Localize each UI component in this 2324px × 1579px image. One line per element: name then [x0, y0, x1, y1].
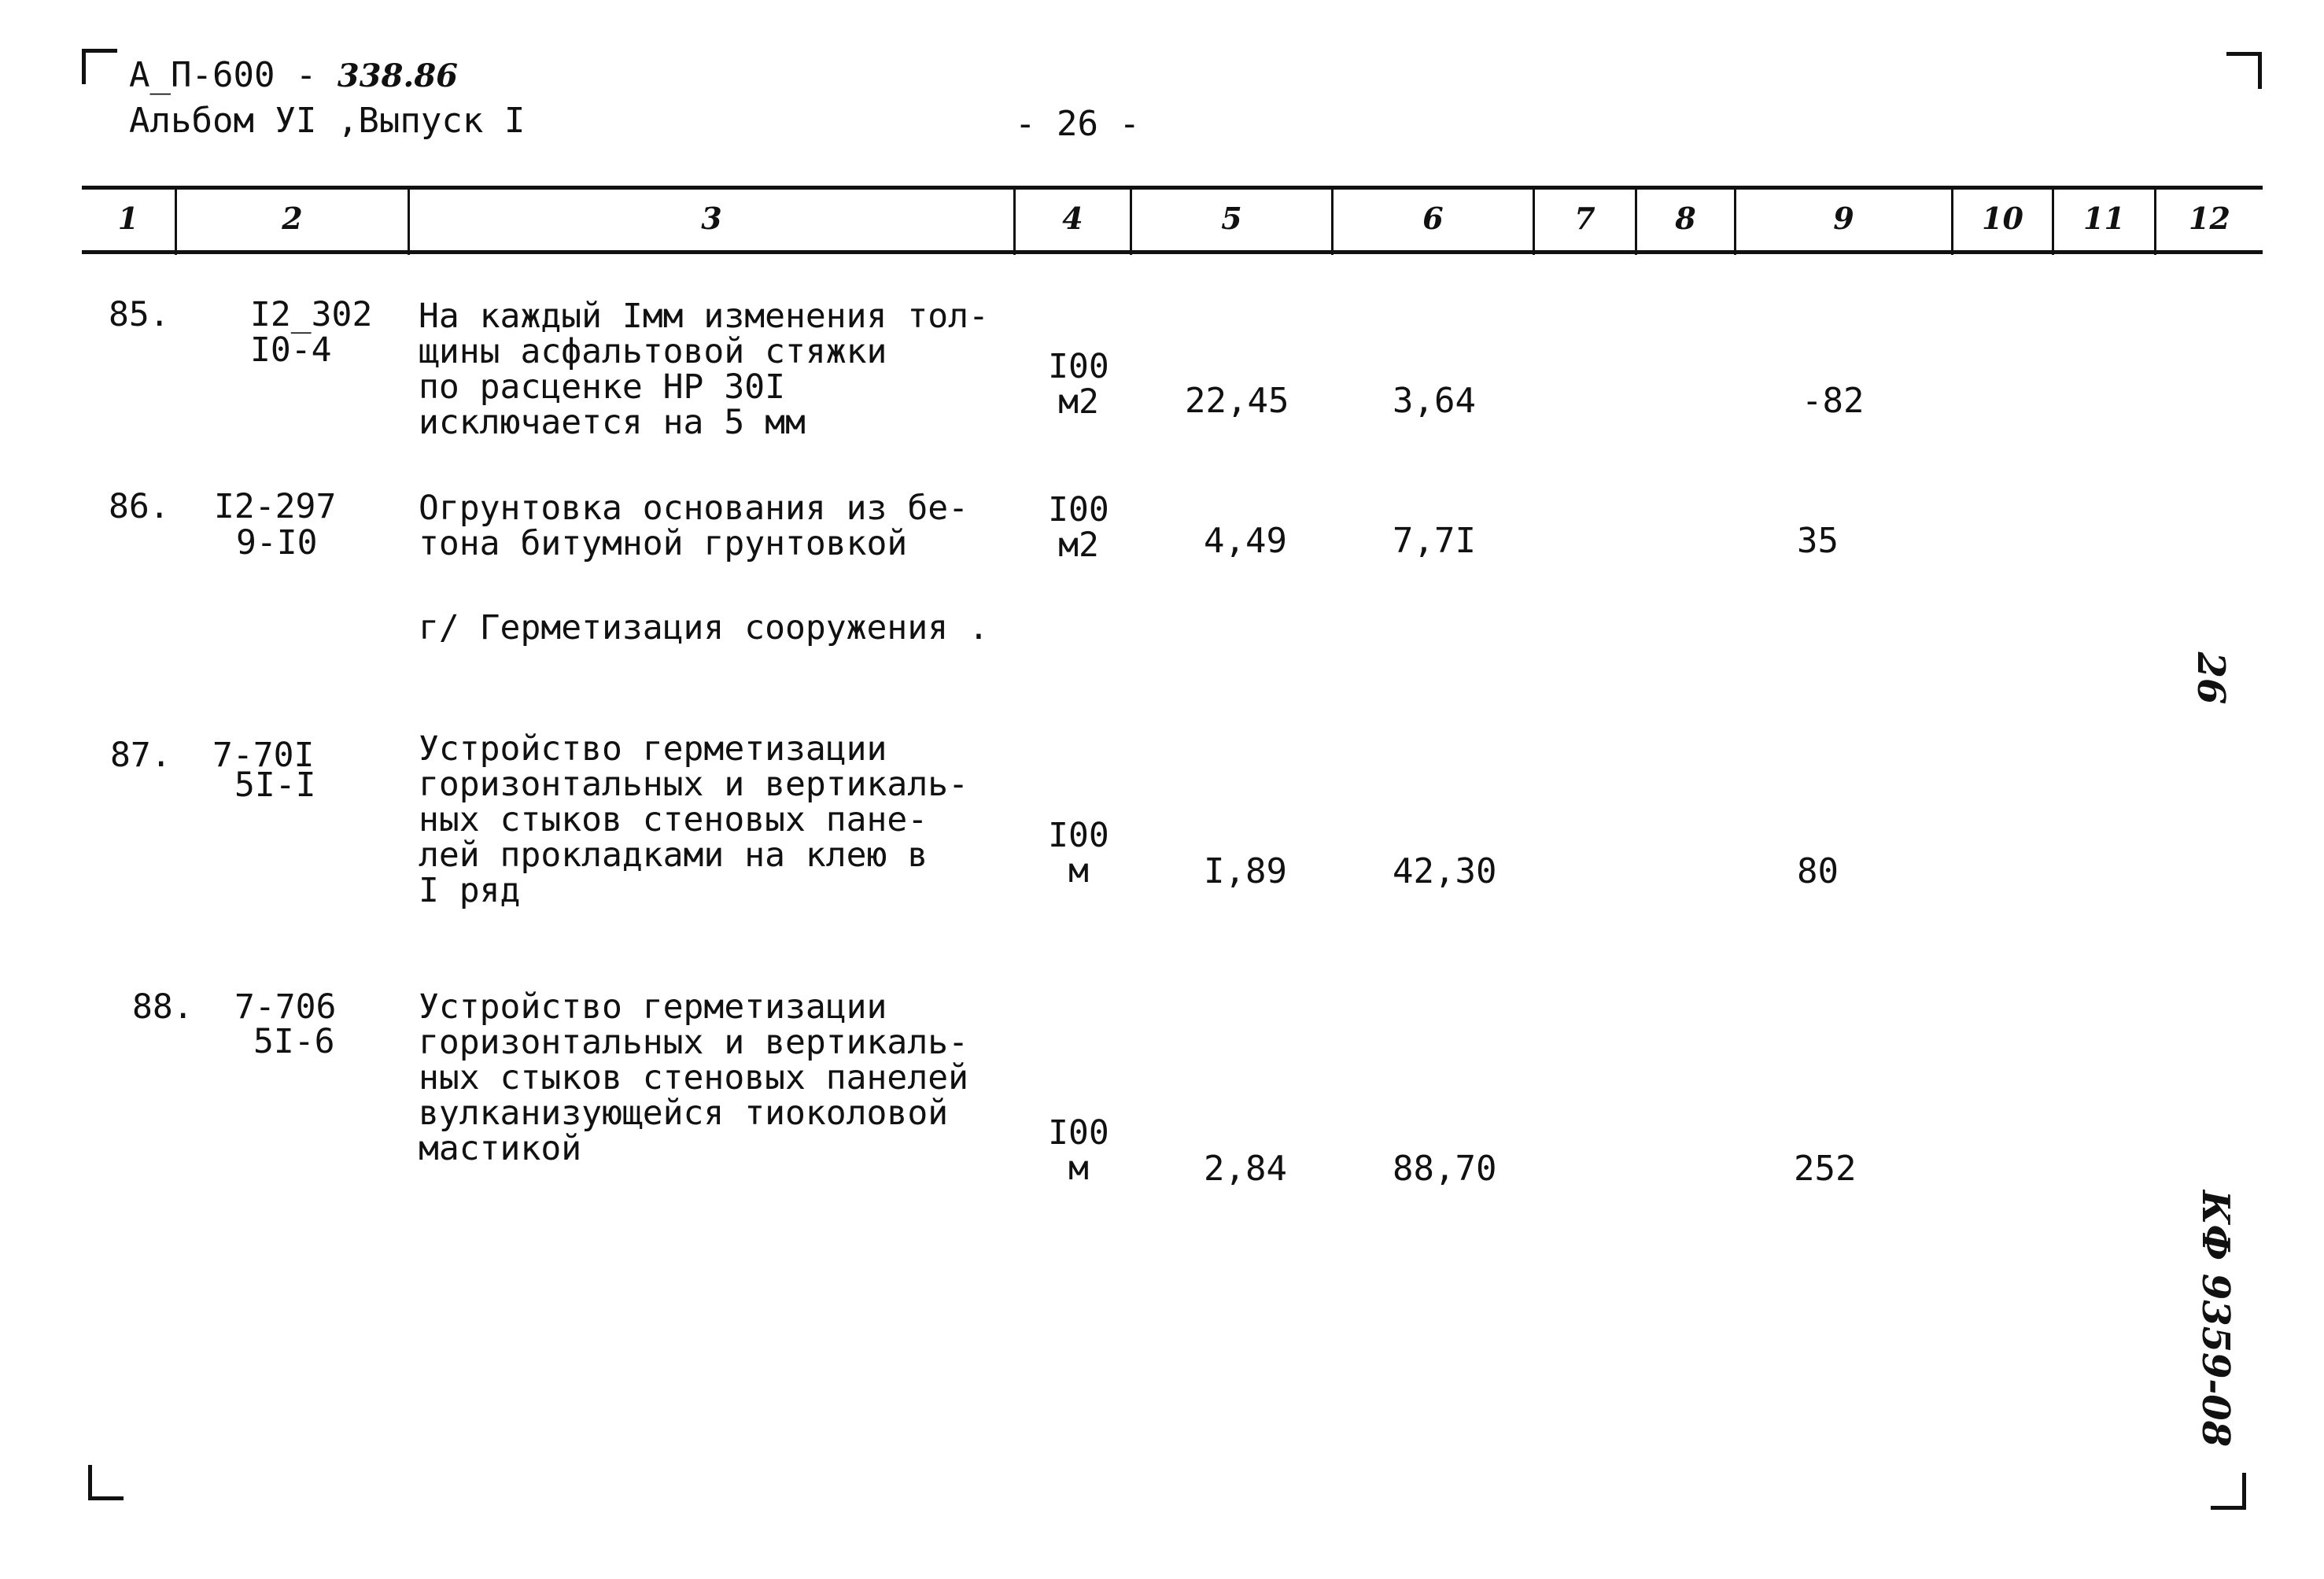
description-line: исключается на 5 мм: [419, 403, 806, 442]
description-line: мастикой: [419, 1129, 582, 1168]
description-line: горизонтальных и вертикаль-: [419, 765, 968, 804]
value-col9: -82: [1802, 381, 1865, 421]
rate-code-sub: 5I-I: [234, 766, 316, 805]
value-col5: I,89: [1204, 851, 1287, 891]
value-col9: 80: [1797, 851, 1839, 891]
row-number: 86.: [109, 487, 170, 526]
description-line: Устройство герметизации: [419, 729, 887, 769]
rate-code-sub: 5I-6: [253, 1022, 335, 1061]
value-col6: 3,64: [1393, 381, 1476, 421]
row-number: 88.: [132, 987, 194, 1027]
rate-code: I2-297: [214, 487, 337, 526]
unit-measure: м: [1068, 1149, 1089, 1188]
margin-page-mark: 26: [2189, 651, 2233, 705]
unit-quantity: I00: [1048, 347, 1109, 386]
unit-measure: м2: [1058, 382, 1099, 422]
work-description: [419, 729, 1016, 910]
album-line: Альбом УI ,Выпуск I: [129, 101, 526, 141]
column-number: 7: [1574, 201, 1595, 236]
column-number: 8: [1675, 201, 1696, 236]
doc-code-line: А_П-600 - 338.86: [129, 55, 459, 95]
unit-measure: м: [1068, 851, 1089, 891]
rate-code: I2_302: [250, 295, 373, 334]
column-number: 2: [282, 201, 303, 236]
column-number: 5: [1221, 201, 1242, 236]
column-number: 10: [1982, 201, 2023, 236]
description-line: щины асфальтовой стяжки: [419, 332, 887, 371]
work-description: [419, 491, 1016, 562]
column-number: 12: [2189, 201, 2230, 236]
description-line: горизонтальных и вертикаль-: [419, 1023, 968, 1062]
description-line: На каждый Iмм изменения тол-: [419, 297, 989, 336]
value-col9: 252: [1794, 1149, 1857, 1189]
corner-mark-top-left: [82, 49, 117, 84]
unit: [1043, 490, 1114, 565]
corner-mark-bottom-left: [88, 1465, 124, 1500]
description-line: по расценке НР 30I: [419, 367, 785, 407]
value-col5: 22,45: [1185, 381, 1289, 421]
description-line: Устройство герметизации: [419, 987, 887, 1027]
column-number: 3: [701, 201, 722, 236]
description-line: тона битумной грунтовкой: [419, 524, 908, 563]
row-number: 85.: [109, 295, 170, 334]
column-number: 9: [1833, 201, 1854, 236]
unit-quantity: I00: [1048, 490, 1109, 529]
description-line: ных стыков стеновых панелей: [419, 1058, 968, 1098]
column-number: 6: [1422, 201, 1444, 236]
rate-code-sub: 9-I0: [236, 523, 318, 563]
row-number: 87.: [110, 736, 172, 775]
value-col5: 4,49: [1204, 521, 1287, 561]
page-number: - 26 -: [1015, 104, 1140, 144]
value-col6: 42,30: [1393, 851, 1497, 891]
doc-code: А_П-600: [129, 55, 275, 95]
description-line: I ряд: [419, 871, 521, 910]
value-col6: 88,70: [1393, 1149, 1497, 1189]
column-number: 1: [117, 201, 139, 236]
value-col6: 7,7I: [1393, 521, 1476, 561]
value-col5: 2,84: [1204, 1149, 1287, 1189]
description-line: лей прокладками на клею в: [419, 836, 928, 875]
margin-archive-code: КФ 9359-08: [2193, 1190, 2237, 1448]
section-heading: г/ Герметизация сооружения .: [419, 608, 989, 647]
rate-code-sub: I0-4: [250, 330, 332, 370]
column-number: 11: [2083, 201, 2125, 236]
rate-code: 7-706: [234, 987, 337, 1027]
column-number: 4: [1062, 201, 1083, 236]
work-description: [419, 987, 1016, 1168]
value-col9: 35: [1797, 521, 1839, 561]
unit: [1043, 349, 1114, 420]
unit: [1043, 818, 1114, 889]
unit-quantity: I00: [1048, 1113, 1109, 1153]
doc-code-handwritten: 338.86: [337, 57, 459, 94]
unit: [1043, 1113, 1114, 1188]
unit-quantity: I00: [1048, 816, 1109, 855]
unit-measure: м2: [1058, 526, 1099, 565]
corner-mark-top-right: [2226, 52, 2262, 89]
description-line: вулканизующейся тиоколовой: [419, 1094, 949, 1133]
description-line: Огрунтовка основания из бе-: [419, 489, 968, 528]
work-description: [419, 299, 1016, 441]
rate-code: 7-70I: [212, 736, 315, 775]
description-line: ных стыков стеновых пане-: [419, 800, 928, 839]
